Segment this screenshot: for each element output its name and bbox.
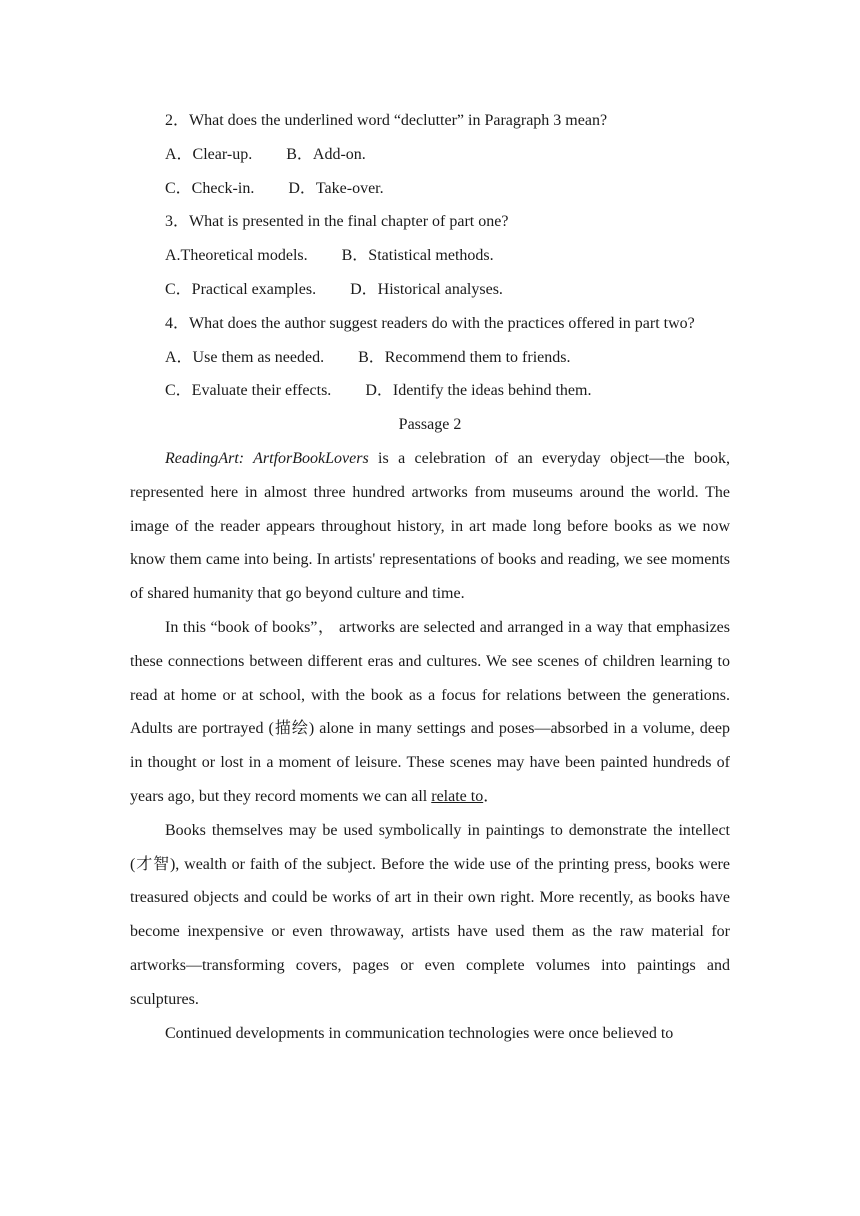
option-b: B．Add-on.: [286, 145, 366, 163]
option-c: C．Evaluate their effects.: [165, 382, 332, 400]
document-page: [130, 104, 730, 1050]
option-c: C．Check-in.: [165, 179, 255, 197]
passage-title: Passage 2: [398, 416, 462, 434]
question-4-stem: 4．What does the author suggest readers do with the practices offered in part two?: [165, 314, 695, 332]
option-d: D．Identify the ideas behind them.: [365, 382, 592, 400]
passage-paragraph-1: [130, 442, 730, 611]
question-2-options-ab: [130, 138, 730, 172]
option-b: B．Statistical methods.: [341, 247, 494, 265]
option-c: C．Practical examples.: [165, 280, 317, 298]
passage-paragraph-4: Continued developments in communication technologies were once believed to: [165, 1024, 674, 1042]
paragraph-end: ．: [483, 787, 500, 805]
question-2-options-cd: [130, 172, 730, 206]
option-d: D．Historical analyses.: [350, 280, 503, 298]
paragraph-text: is a celebration of an everyday object—the book, represented here in almost three hundred artworks from museums around the world. The image of the reader appears throughout history, in art made long before books as we now know them came into being. In artists' representations of books and reading, we see moments of shared humanity that go beyond culture and time.: [130, 449, 730, 603]
question-2-stem: 2．What does the underlined word “declutter” in Paragraph 3 mean?: [165, 112, 608, 129]
paragraph-text: In this “book of books”， artworks are selected and arranged in a way that emphasizes these connections between different eras and cultures. We see scenes of children learning to read at home or at school, with the book as a focus for relations between the generations. Adults are portrayed (描绘) alone in many settings and poses—absorbed in a volume, deep in thought or lost in a moment of leisure. These scenes may have been painted hundreds of years ago, but they record moments we can all: [130, 618, 730, 805]
underlined-phrase: relate to: [431, 787, 484, 805]
option-a: A.Theoretical models.: [165, 247, 308, 265]
passage-paragraph-3: Books themselves may be used symbolically in paintings to demonstrate the intellect (才智), wealth or faith of the subject. Before the wide use of the printing press, books were treasured objects and could be works of art in their own right. More recently, as books have become inexpensive or even throwaway, artists have used them as the raw material for artworks—transforming covers, pages or even complete volumes into paintings and sculptures.: [130, 821, 730, 1008]
question-3-stem: 3．What is presented in the final chapter of part one?: [165, 213, 509, 231]
passage-paragraph-2: [130, 611, 730, 814]
option-d: D．Take-over.: [288, 179, 384, 197]
option-a: A．Use them as needed.: [165, 348, 325, 366]
book-title: ReadingArt: ArtforBookLovers: [165, 449, 369, 467]
question-3-options-cd: [130, 273, 730, 307]
question-4-options-cd: [130, 374, 730, 408]
option-a: A．Clear-up.: [165, 145, 253, 163]
question-4-options-ab: [130, 341, 730, 375]
option-b: B．Recommend them to friends.: [358, 348, 571, 366]
question-3-options-ab: [130, 239, 730, 273]
